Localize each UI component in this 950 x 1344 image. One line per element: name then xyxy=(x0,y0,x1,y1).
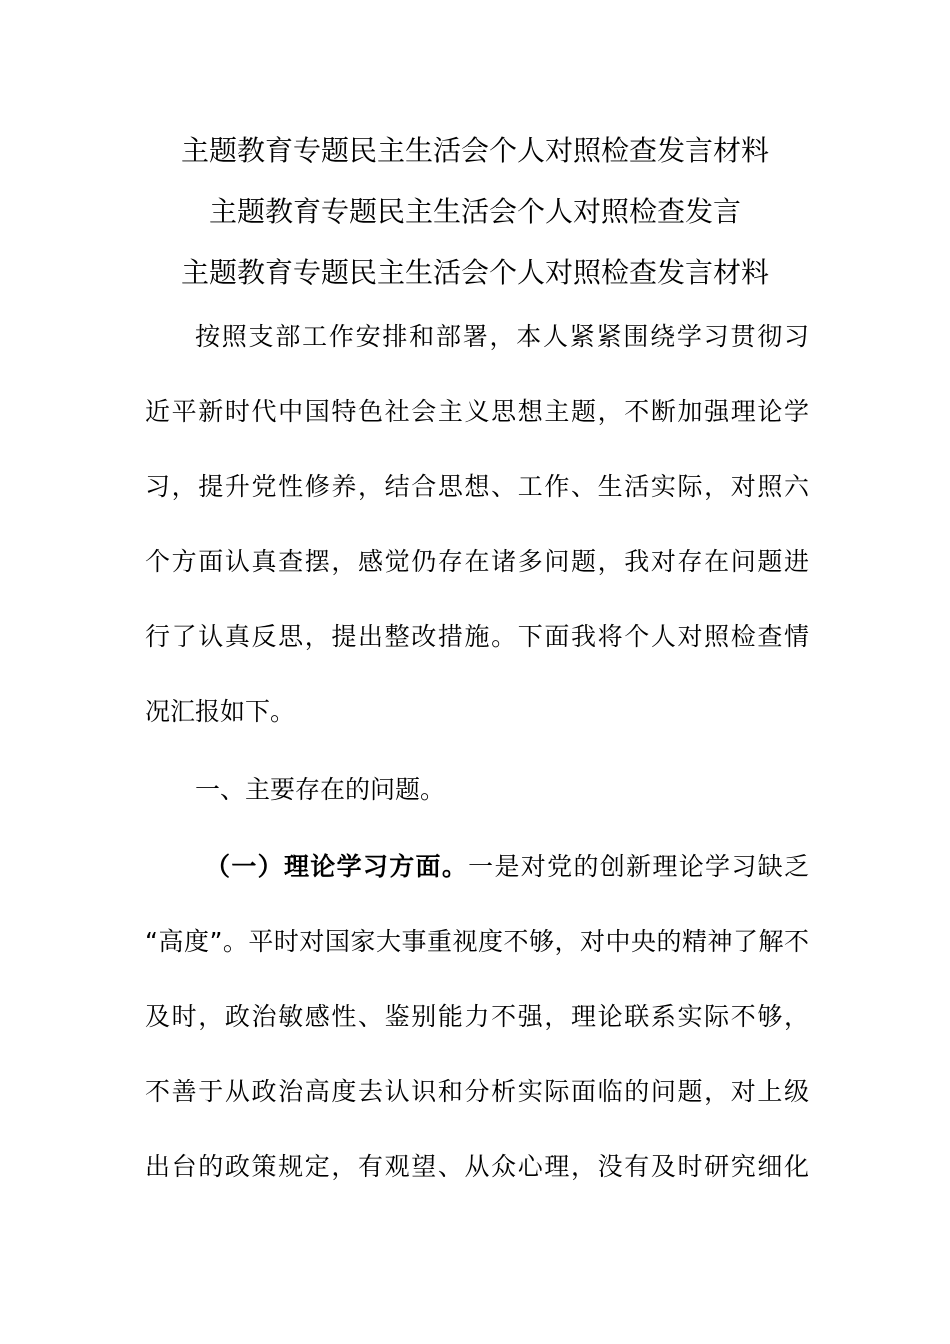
intro-line-6: 况汇报如下。 xyxy=(145,697,296,726)
intro-line-2: 近平新时代中国特色社会主义思想主题，不断加强理论学 xyxy=(145,397,809,426)
document-title-3: 主题教育专题民主生活会个人对照检查发言材料 xyxy=(180,256,769,289)
document-title-2: 主题教育专题民主生活会个人对照检查发言 xyxy=(208,195,741,228)
body-line-3: 不善于从政治高度去认识和分析实际面临的问题，对上级 xyxy=(145,1077,809,1106)
intro-line-4: 个方面认真查摆，感觉仍存在诸多问题，我对存在问题进 xyxy=(145,547,809,576)
intro-line-5: 行了认真反思，提出整改措施。下面我将个人对照检查情 xyxy=(145,622,809,651)
intro-line-1: 按照支部工作安排和部署，本人紧紧围绕学习贯彻习 xyxy=(195,322,809,351)
body-line-1: “高度”。平时对国家大事重视度不够，对中央的精神了解不 xyxy=(145,927,809,956)
body-line-4: 出台的政策规定，有观望、从众心理，没有及时研究细化 xyxy=(145,1152,809,1181)
sub-heading-line xyxy=(205,850,809,884)
sub-heading-rest: 一是对党的创新理论学习缺乏 xyxy=(468,852,809,881)
body-line-2: 及时，政治敏感性、鉴别能力不强，理论联系实际不够， xyxy=(145,1002,809,1031)
section-heading: 一、主要存在的问题。 xyxy=(195,775,446,804)
intro-line-3: 习，提升党性修养，结合思想、工作、生活实际，对照六 xyxy=(145,472,809,501)
sub-heading: （一）理论学习方面。 xyxy=(205,852,469,881)
document-title-1: 主题教育专题民主生活会个人对照检查发言材料 xyxy=(180,134,769,167)
